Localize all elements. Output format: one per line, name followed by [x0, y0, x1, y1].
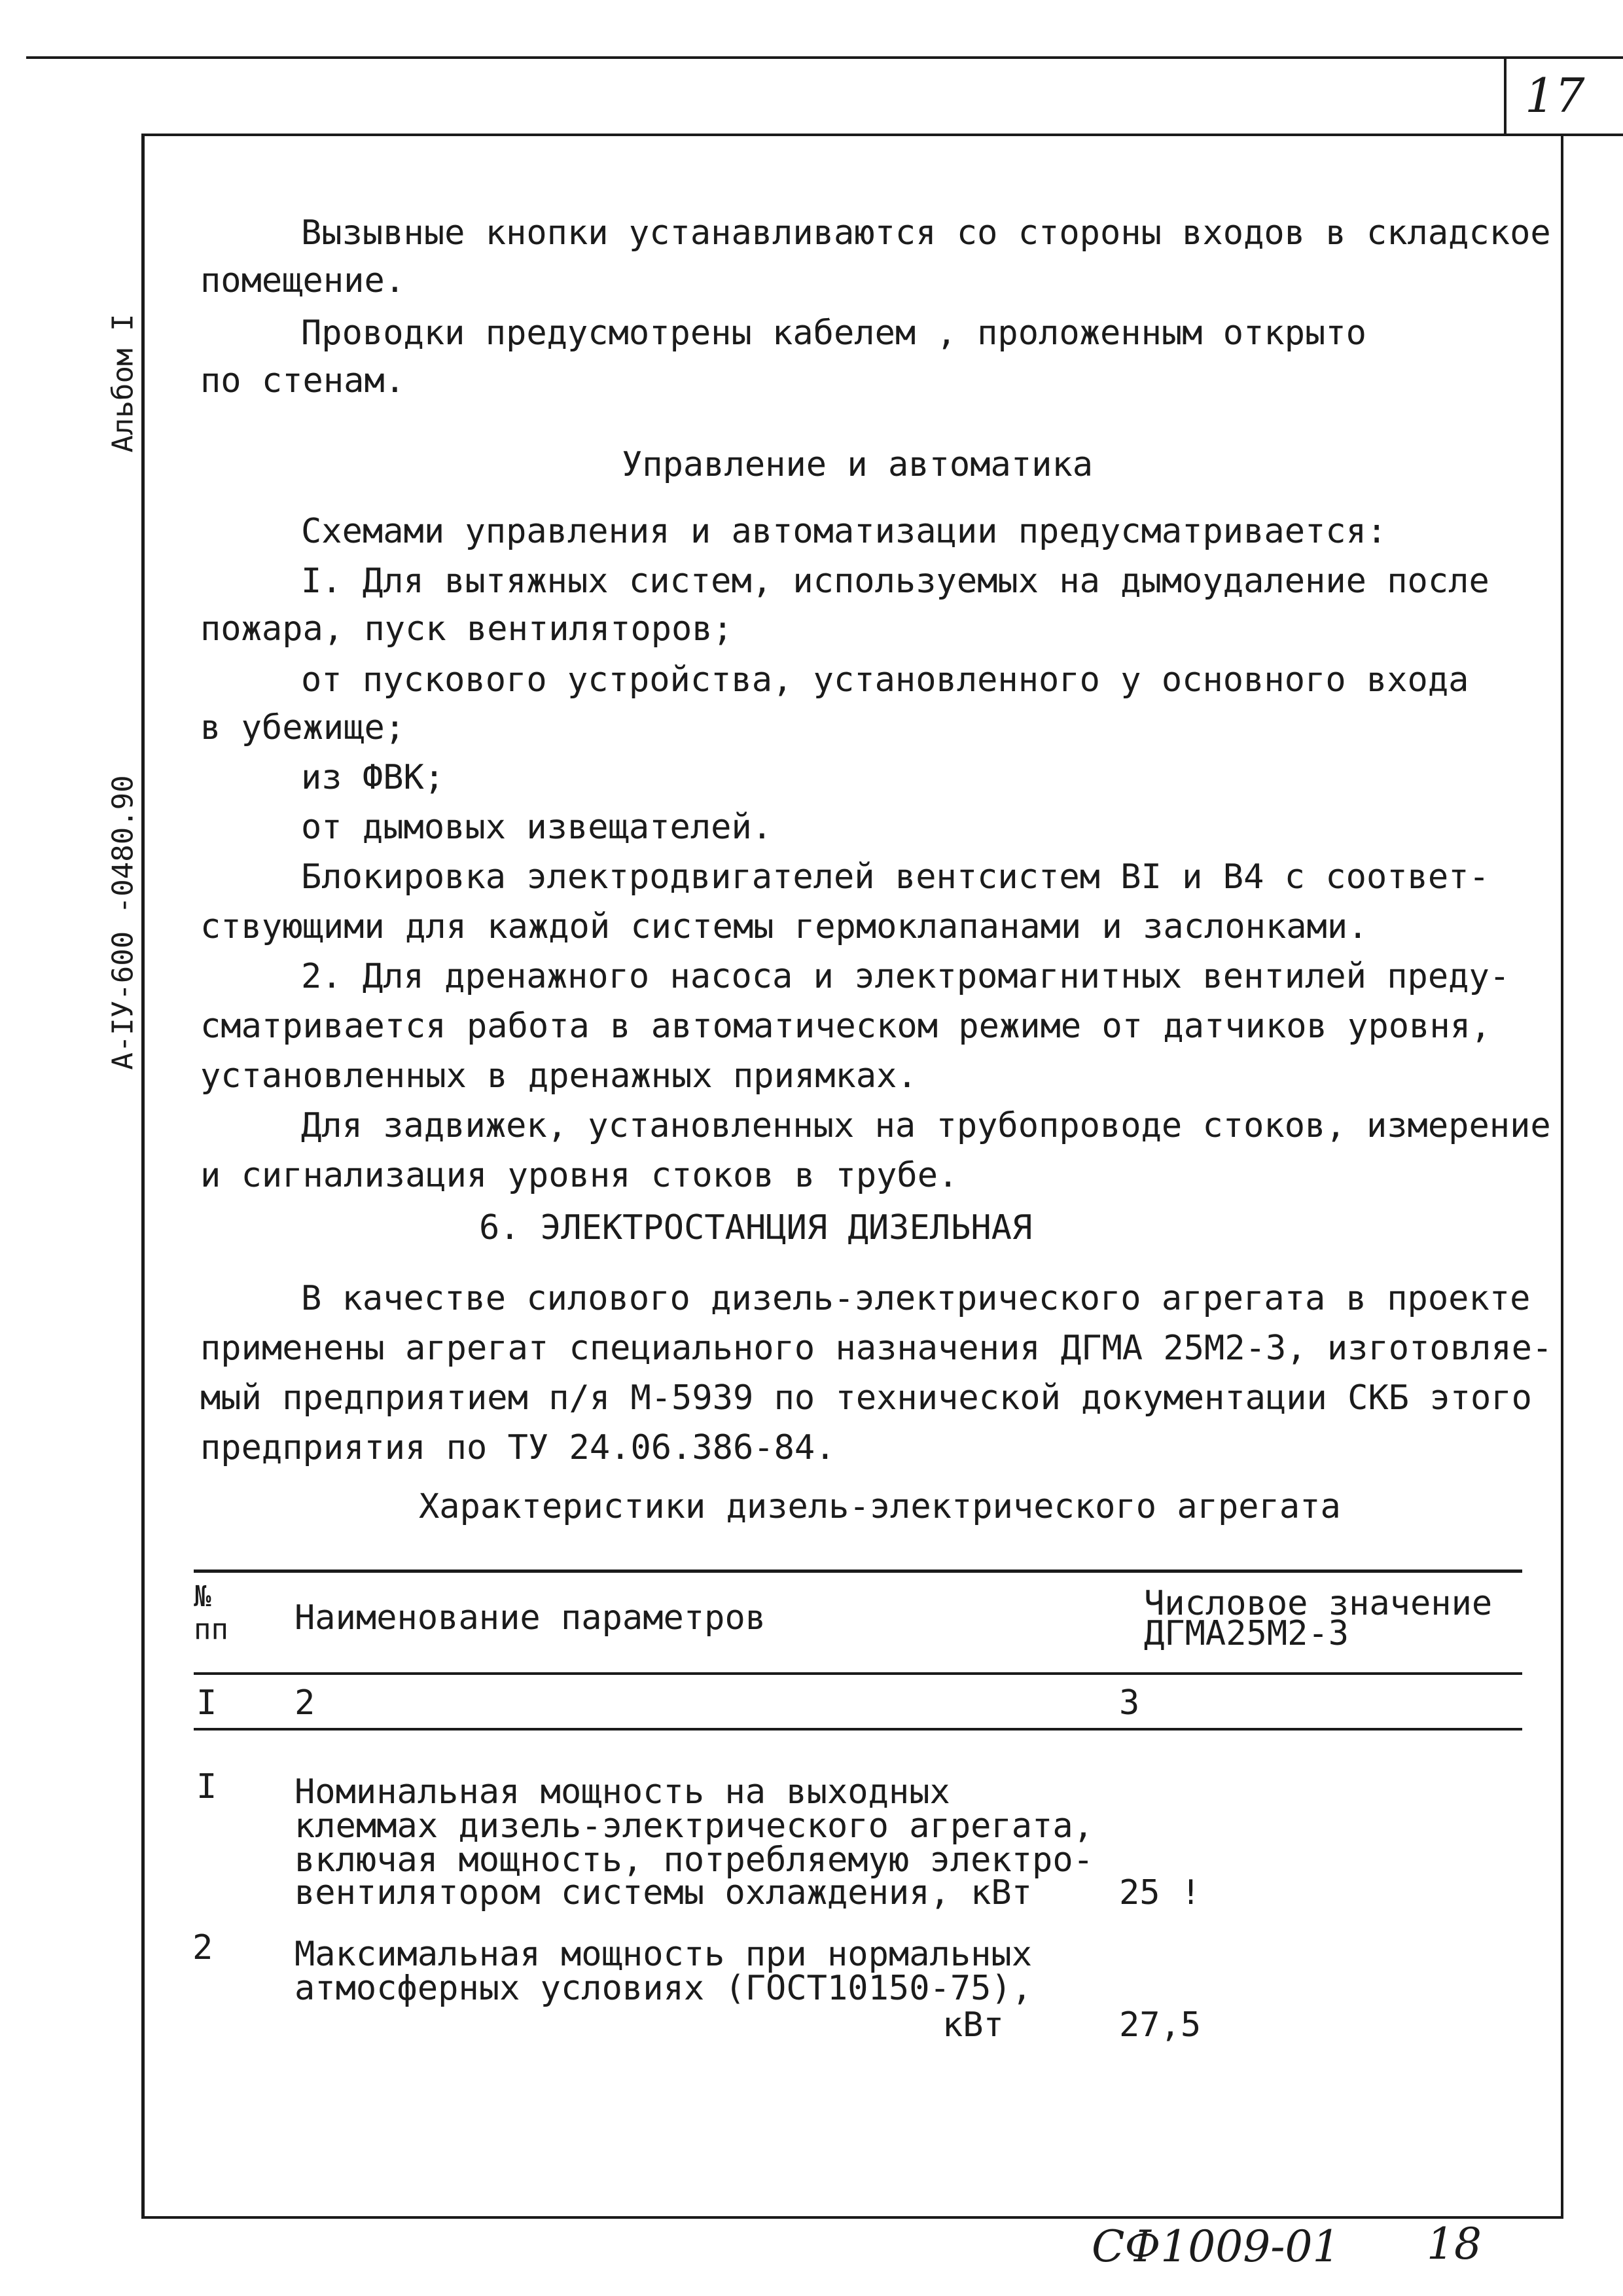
p10-line-2: и сигнализация уровня стоков в трубе. [200, 1156, 959, 1195]
p8-line-2: ствующими для каждой системы гермоклапанами и заслонками. [200, 907, 1368, 946]
row-2-name-1: Максимальная мощность при нормальных [294, 1935, 1033, 1974]
frame-top-extension [1558, 134, 1623, 136]
header-name: Наименование параметров [294, 1598, 766, 1638]
p2-line-2: по стенам. [200, 361, 406, 401]
table-rule-colnums [194, 1728, 1522, 1731]
p6: из ФВК; [301, 758, 445, 797]
p9-line-1: 2. Для дренажного насоса и электромагнитных вентилей преду- [301, 957, 1510, 996]
row-2-name-2: атмосферных условиях (ГОСТ10150-75), [294, 1969, 1033, 2008]
p9-line-2: сматривается работа в автоматическом режиме от датчиков уровня, [200, 1007, 1491, 1046]
header-value-1: Числовое значение [1144, 1584, 1493, 1623]
header-num: № [194, 1580, 211, 1613]
footer-sheet-number: 18 [1427, 2219, 1482, 2269]
p1-line-1: Вызывные кнопки устанавливаются со стороны входов в складское [301, 213, 1551, 253]
p11-line-4: предприятия по ТУ 24.06.386-84. [200, 1428, 836, 1467]
row-1-name-3: включая мощность, потребляемую электро- [294, 1840, 1094, 1880]
colnum-1: I [196, 1683, 217, 1723]
heading-plant: 6. ЭЛЕКТРОСТАНЦИЯ ДИЗЕЛЬНАЯ [479, 1208, 1033, 1247]
p11-line-3: мый предприятием п/я М-5939 по технической документации СКБ этого [200, 1378, 1532, 1418]
row-1-value: 25 ! [1119, 1873, 1202, 1912]
row-2-num: 2 [192, 1928, 213, 1967]
footer-stamp: СФ1009-01 [1092, 2221, 1340, 2272]
p1-line-2: помещение. [200, 261, 406, 300]
p5-line-2: в убежище; [200, 708, 406, 747]
p11-line-2: применены агрегат специального назначения ДГМА 25М2-3, изготовляе- [200, 1329, 1553, 1368]
row-1-num: I [196, 1767, 217, 1806]
top-rule [26, 56, 1623, 59]
document-code-label: А-IУ-600 -0480.90 [106, 775, 140, 1070]
colnum-2: 2 [294, 1683, 315, 1723]
table-rule-header [194, 1672, 1522, 1675]
p7: от дымовых извещателей. [301, 808, 773, 847]
heading-control: Управление и автоматика [622, 445, 1094, 484]
table-rule-top [194, 1570, 1522, 1573]
colnum-3: 3 [1119, 1683, 1140, 1723]
p10-line-1: Для задвижек, установленных на трубопроводе стоков, измерение [301, 1106, 1551, 1145]
p11-line-1: В качестве силового дизель-электрического агрегата в проекте [301, 1279, 1531, 1318]
album-label: Альбом I [106, 314, 140, 453]
row-1-name-1: Номинальная мощность на выходных [294, 1772, 950, 1812]
row-2-name-3: кВт [942, 2005, 1004, 2045]
table-caption: Характеристики дизель-электрического агрегата [419, 1487, 1341, 1526]
row-2-value: 27,5 [1119, 2005, 1202, 2045]
page-number: 17 [1525, 68, 1585, 123]
p4-line-2: пожара, пуск вентиляторов; [200, 609, 733, 649]
p8-line-1: Блокировка электродвигателей вентсистем BI и B4 с соответ- [301, 857, 1489, 897]
header-value-2: ДГМА25М2-3 [1144, 1614, 1349, 1653]
header-num-pp: пп [194, 1613, 228, 1646]
p2-line-1: Проводки предусмотрены кабелем , проложенным открыто [301, 314, 1366, 353]
p9-line-3: установленных в дренажных приямках. [200, 1056, 918, 1096]
page-number-box-left [1504, 58, 1507, 135]
row-1-name-2: клеммах дизель-электрического агрегата, [294, 1806, 1094, 1846]
p4-line-1: I. Для вытяжных систем, используемых на дымоудаление после [301, 562, 1489, 601]
p5-line-1: от пускового устройства, установленного у основного входа [301, 660, 1469, 700]
p3: Схемами управления и автоматизации предусматривается: [301, 512, 1387, 551]
row-1-name-4: вентилятором системы охлаждения, кВт [294, 1873, 1033, 1912]
